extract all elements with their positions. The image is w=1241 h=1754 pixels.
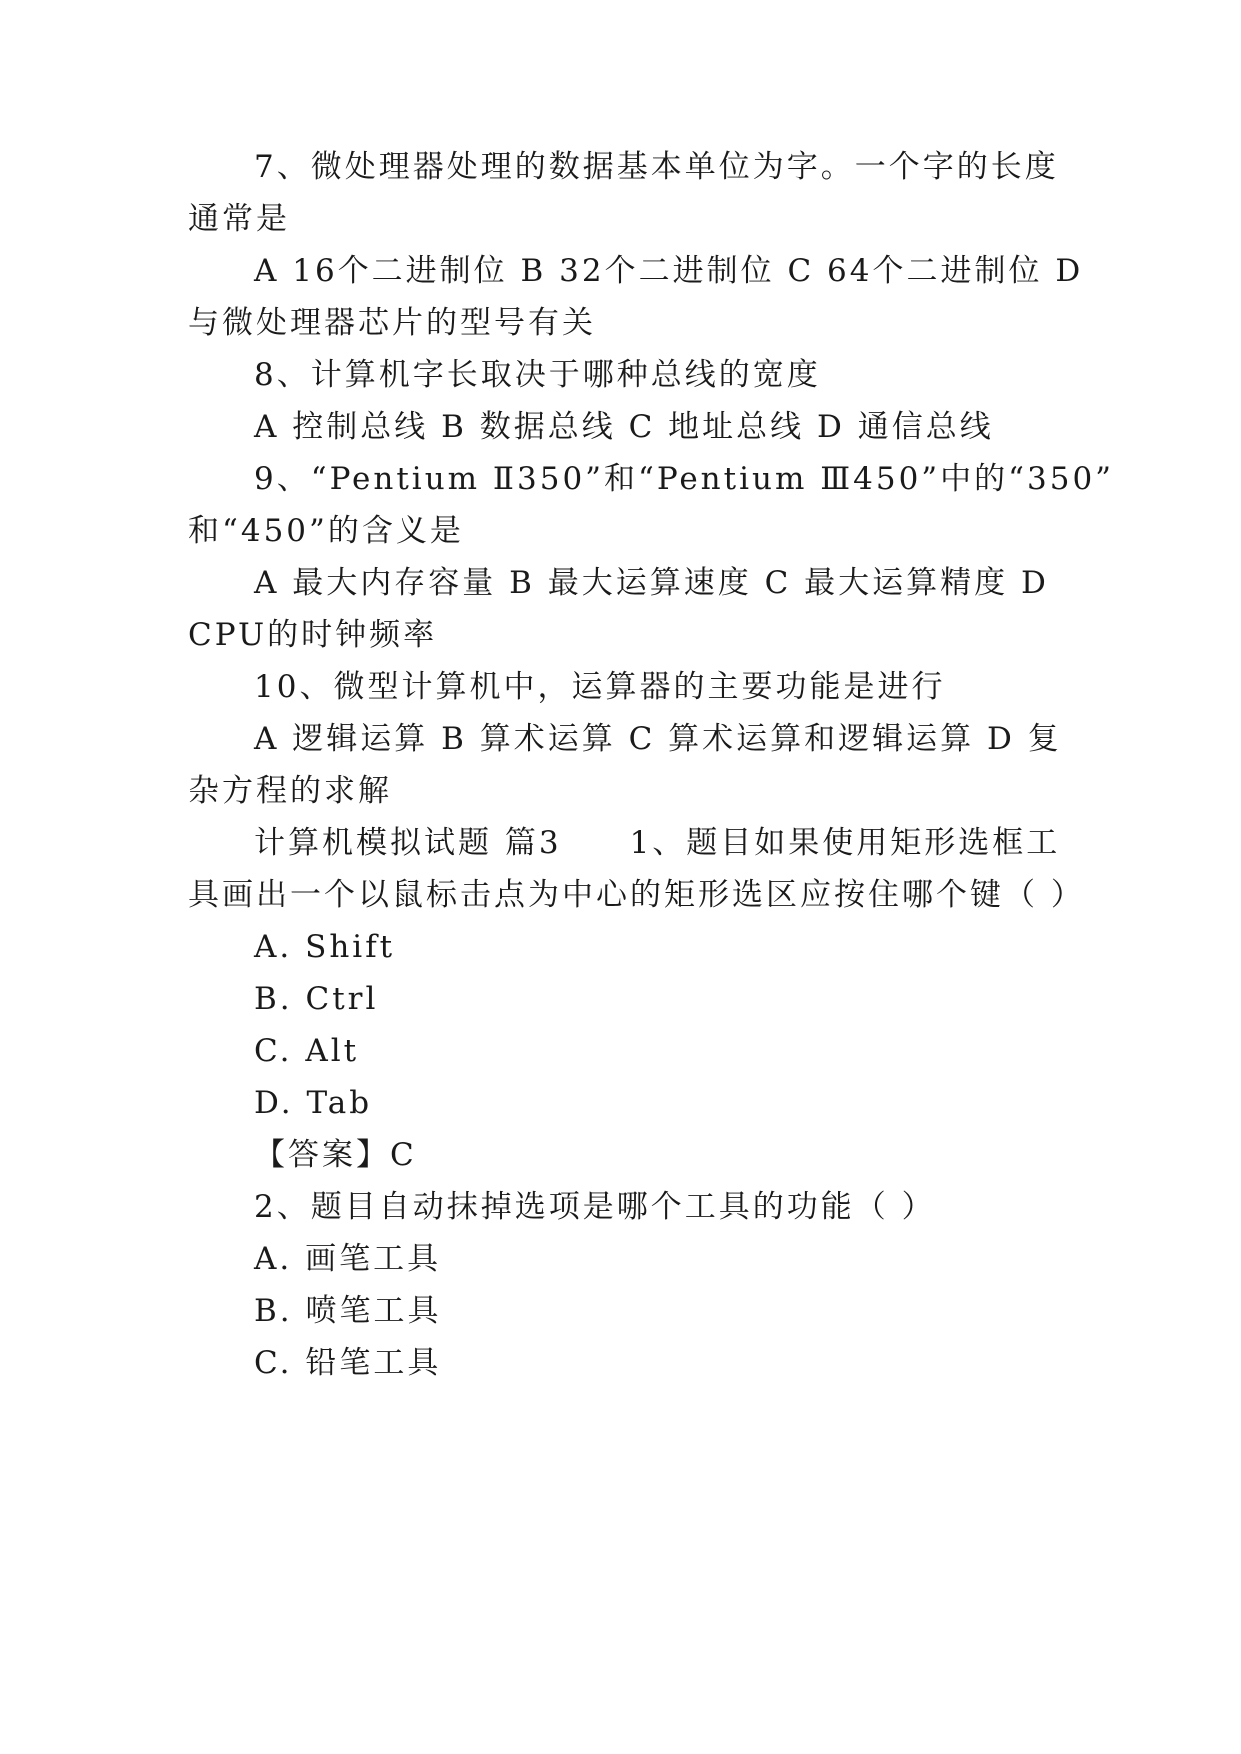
section3-q2-option-b: B. 喷笔工具	[254, 1293, 442, 1329]
q10-options-line-1: A 逻辑运算 B 算术运算 C 算术运算和逻辑运算 D 复	[254, 721, 1062, 757]
q9-stem-line-2: 和“450”的含义是	[188, 513, 464, 549]
section3-q2-option-a: A. 画笔工具	[254, 1241, 442, 1277]
section3-q1-answer: 【答案】C	[254, 1137, 417, 1173]
section3-q2-option-c: C. 铅笔工具	[254, 1345, 442, 1381]
section3-q1-stem-line-1: 计算机模拟试题 篇3 1、题目如果使用矩形选框工	[254, 825, 1061, 861]
section3-q1-stem-line-2: 具画出一个以鼠标击点为中心的矩形选区应按住哪个键（ ）	[188, 877, 1085, 913]
q9-stem-line-1: 9、“Pentium Ⅱ350”和“Pentium Ⅲ450”中的“350”	[254, 461, 1115, 497]
q10-stem: 10、微型计算机中，运算器的主要功能是进行	[254, 669, 946, 705]
q9-options-line-1: A 最大内存容量 B 最大运算速度 C 最大运算精度 D	[254, 565, 1049, 601]
q7-options-line-1: A 16个二进制位 B 32个二进制位 C 64个二进制位 D	[254, 253, 1084, 289]
q7-stem-line-2: 通常是	[188, 201, 290, 237]
section3-q1-option-d: D. Tab	[254, 1085, 373, 1121]
section3-q2-stem: 2、题目自动抹掉选项是哪个工具的功能（ ）	[254, 1189, 936, 1225]
section3-q1-option-a: A. Shift	[254, 929, 396, 965]
q8-options: A 控制总线 B 数据总线 C 地址总线 D 通信总线	[254, 409, 994, 445]
section3-q1-option-c: C. Alt	[254, 1033, 360, 1069]
q7-stem-line-1: 7、微处理器处理的数据基本单位为字。一个字的长度	[254, 149, 1059, 185]
q7-options-line-2: 与微处理器芯片的型号有关	[188, 305, 596, 341]
q8-stem: 8、计算机字长取决于哪种总线的宽度	[254, 357, 821, 393]
section3-q1-option-b: B. Ctrl	[254, 981, 379, 1017]
q10-options-line-2: 杂方程的求解	[188, 773, 392, 809]
q9-options-line-2: CPU的时钟频率	[188, 617, 438, 653]
